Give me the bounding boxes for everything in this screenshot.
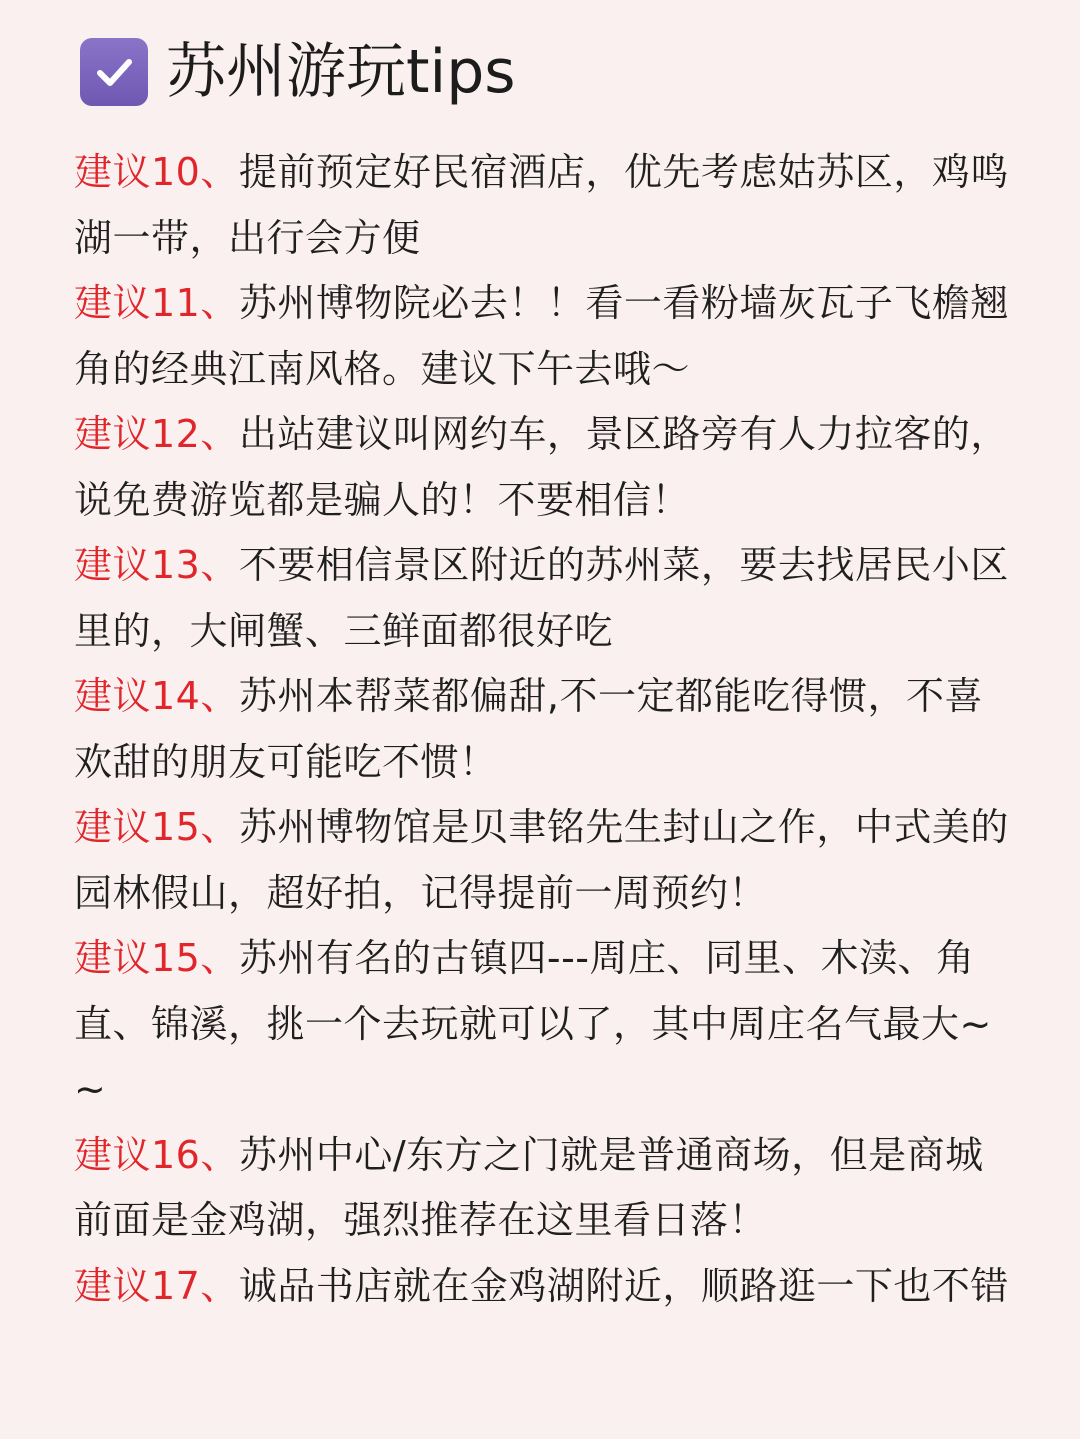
checkbox-checked-icon [80,38,148,106]
tip-item [74,1123,1014,1254]
tip-text: 诚品书店就在金鸡湖附近，顺路逛一下也不错 [238,1263,1009,1308]
tip-label: 建议14、 [74,674,239,718]
tip-text: 不要相信景区附近的苏州菜，要去找居民小区里的，大闸蟹、三鲜面都很好吃 [74,543,1009,653]
tip-text: 苏州有名的古镇四---周庄、同里、木渎、角直、锦溪，挑一个去玩就可以了，其中周庄名气最大~~ [74,936,992,1111]
tip-item [74,795,1014,926]
tip-label: 建议17、 [74,1263,239,1308]
tip-item [74,402,1014,533]
tip-label: 建议16、 [74,1132,239,1177]
tip-label: 建议15、 [74,805,239,849]
tip-item [74,533,1014,664]
tip-label: 建议12、 [74,412,239,456]
tip-label: 建议15、 [74,936,239,980]
tip-item [74,664,1014,795]
tip-text: 苏州博物馆是贝聿铭先生封山之作，中式美的园林假山，超好拍，记得提前一周预约！ [74,805,1009,915]
tip-item [74,271,1014,402]
tip-text: 提前预定好民宿酒店，优先考虑姑苏区，鸡鸣湖一带，出行会方便 [74,150,1009,260]
tip-label: 建议11、 [74,281,239,325]
page-header [80,38,516,106]
tip-item [74,926,1014,1123]
page-title: 苏州游玩tips [166,37,516,107]
tips-list [74,140,1014,1319]
tip-text: 苏州博物院必去！！看一看粉墙灰瓦子飞檐翘角的经典江南风格。建议下午去哦～ [74,281,1009,391]
tip-label: 建议10、 [74,150,239,194]
tip-label: 建议13、 [74,543,239,587]
tip-item [74,140,1014,271]
tip-text: 出站建议叫网约车，景区路旁有人力拉客的，说免费游览都是骗人的！不要相信！ [74,412,1009,522]
tip-text: 苏州中心/东方之门就是普通商场，但是商城前面是金鸡湖，强烈推荐在这里看日落！ [74,1132,984,1242]
tip-text: 苏州本帮菜都偏甜,不一定都能吃得惯，不喜欢甜的朋友可能吃不惯！ [74,674,983,784]
tip-item [74,1254,1014,1320]
